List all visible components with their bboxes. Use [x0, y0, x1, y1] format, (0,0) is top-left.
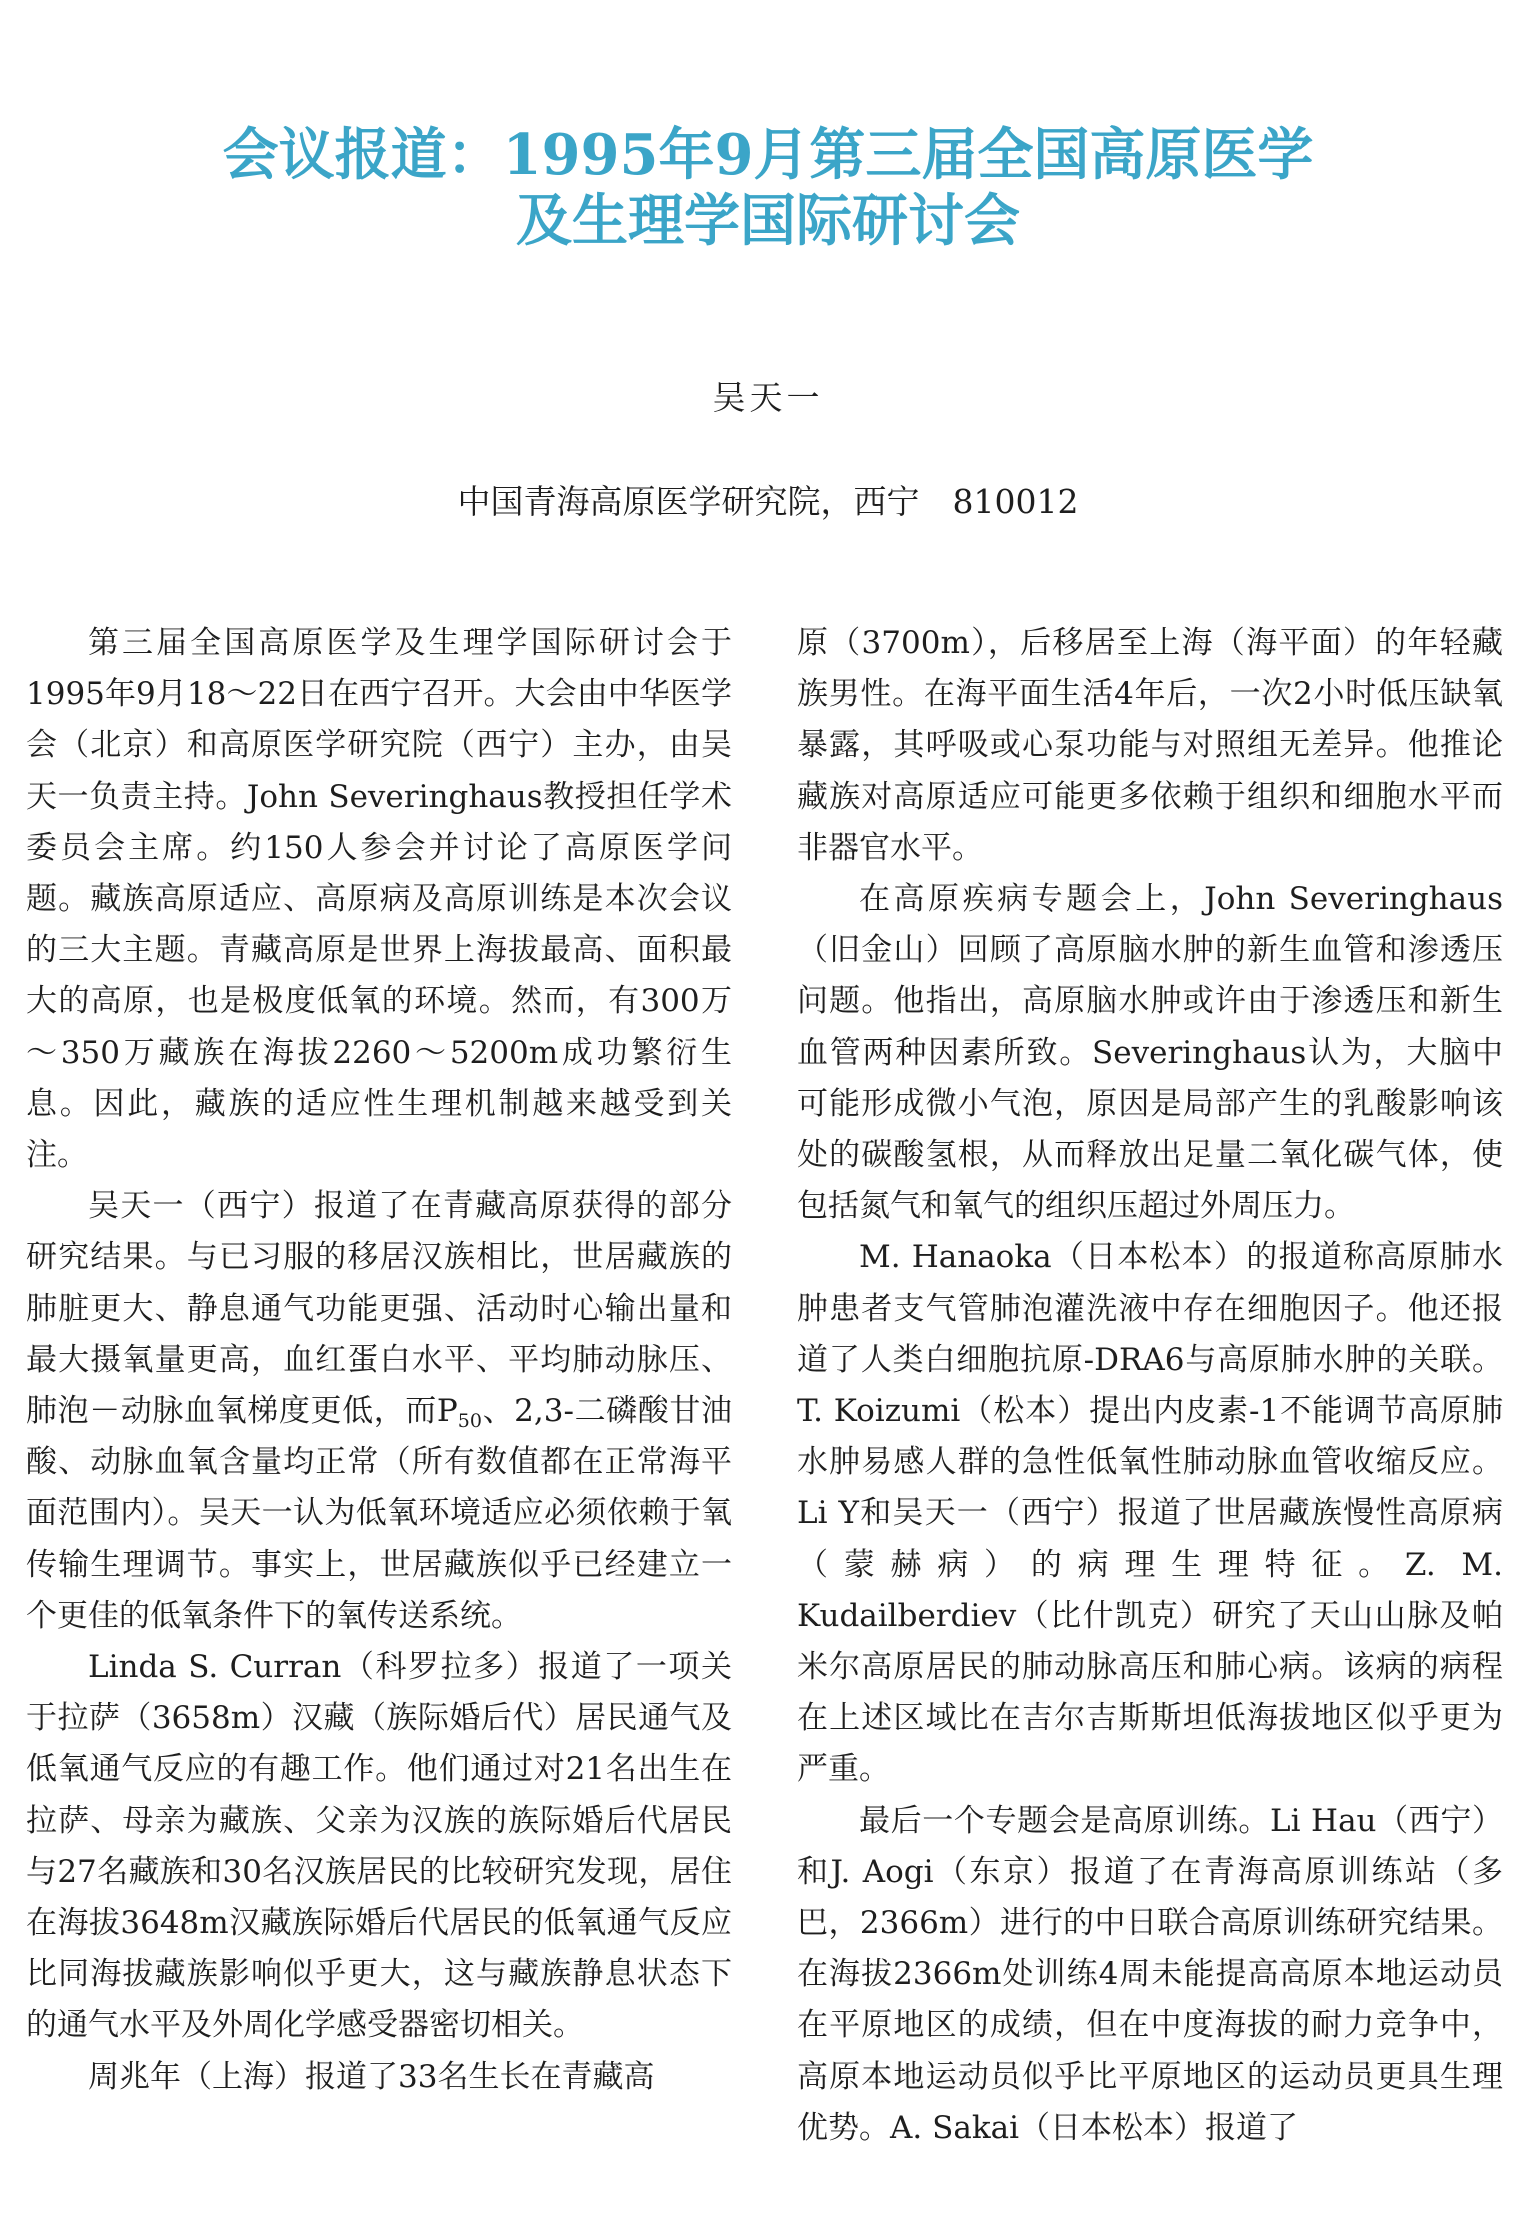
author-affiliation: 中国青海高原医学研究院，西宁 810012 — [457, 482, 1079, 521]
paragraph-curran: Linda S. Curran（科罗拉多）报道了一项关于拉萨（3658m）汉藏（族际婚后代）居民通气及低氧通气反应的有趣工作。他们通过对21名出生在拉萨、母亲为藏族、父亲为汉族的族际婚后代居民与27名藏族和30名汉族居民的比较研究发现，居住在海拔3648m汉藏族际婚后代居民的低氧通气反应比同海拔藏族影响似乎更大，这与藏族静息状态下的通气水平及外周化学感受器密切相关。 — [26, 1649, 732, 2044]
paragraph-severinghaus: 在高原疾病专题会上，John Severinghaus（旧金山）回顾了高原脑水肿的新生血管和渗透压问题。他指出，高原脑水肿或许由于渗透压和新生血管两种因素所致。Severinghaus认为，大脑中可能形成微小气泡，原因是局部产生的乳酸影响该处的碳酸氢根，从而释放出足量二氧化碳气体，使包括氮气和氧气的组织压超过外周压力。 — [797, 881, 1503, 1225]
p50-subscript: 50 — [457, 1410, 482, 1433]
right-column — [797, 618, 1503, 2154]
paragraph-hanaoka: M. Hanaoka（日本松本）的报道称高原肺水肿患者支气管肺泡灌洗液中存在细胞因子。他还报道了人类白细胞抗原-DRA6与高原肺水肿的关联。T. Koizumi（松本）提出内皮素-1不能调节高原肺水肿易感人群的急性低氧性肺动脉血管收缩反应。Li Y和吴天一（西宁）报道了世居藏族慢性高原病（蒙赫病）的病理生理特征。Z. M. Kudailberdiev（比什凯克）研究了天山山脉及帕米尔高原居民的肺动脉高压和肺心病。该病的病程在上述区域比在吉尔吉斯斯坦低海拔地区似乎更为严重。 — [797, 1239, 1503, 1788]
paragraph-intro: 第三届全国高原医学及生理学国际研讨会于1995年9月18～22日在西宁召开。大会由中华医学会（北京）和高原医学研究院（西宁）主办，由吴天一负责主持。John Severinghaus教授担任学术委员会主席。约150人参会并讨论了高原医学问题。藏族高原适应、高原病及高原训练是本次会议的三大主题。青藏高原是世界上海拔最高、面积最大的高原，也是极度低氧的环境。然而，有300万～350万藏族在海拔2260～5200m成功繁衍生息。因此，藏族的适应性生理机制越来越受到关注。 — [26, 625, 732, 1174]
paragraph-wu-tianyi-text: 吴天一（西宁）报道了在青藏高原获得的部分研究结果。与已习服的移居汉族相比，世居藏族的肺脏更大、静息通气功能更强、活动时心输出量和最大摄氧量更高，血红蛋白水平、平均肺动脉压、肺泡－动脉血氧梯度更低，而P — [26, 1188, 732, 1430]
paragraph-wu-tianyi-text-end: 、2,3-二磷酸甘油酸、动脉血氧含量均正常（所有数值都在正常海平面范围内）。吴天一认为低氧环境适应必须依赖于氧传输生理调节。事实上，世居藏族似乎已经建立一个更佳的低氧条件下的氧传送系统。 — [26, 1393, 733, 1634]
author-name: 吴天一 — [712, 378, 824, 417]
paragraph-wu-tianyi — [26, 1181, 732, 1642]
article-title-line-2: 及生理学国际研讨会 — [516, 188, 1020, 254]
article-title-line-1: 会议报道：1995年9月第三届全国高原医学 — [222, 122, 1314, 188]
paragraph-zhou-zhaonian-continued: 原（3700m），后移居至上海（海平面）的年轻藏族男性。在海平面生活4年后，一次2小时低压缺氧暴露，其呼吸或心泵功能与对照组无差异。他推论藏族对高原适应可能更多依赖于组织和细胞水平而非器官水平。 — [797, 625, 1503, 866]
left-column — [26, 618, 732, 2103]
paragraph-altitude-training: 最后一个专题会是高原训练。Li Hau（西宁）和J. Aogi（东京）报道了在青海高原训练站（多巴，2366m）进行的中日联合高原训练研究结果。在海拔2366m处训练4周未能提高高原本地运动员在平原地区的成绩，但在中度海拔的耐力竞争中，高原本地运动员似乎比平原地区的运动员更具生理优势。A. Sakai（日本松本）报道了 — [797, 1802, 1503, 2146]
article-title — [0, 122, 1536, 254]
paragraph-zhou-zhaonian: 周兆年（上海）报道了33名生长在青藏高 — [88, 2058, 655, 2095]
